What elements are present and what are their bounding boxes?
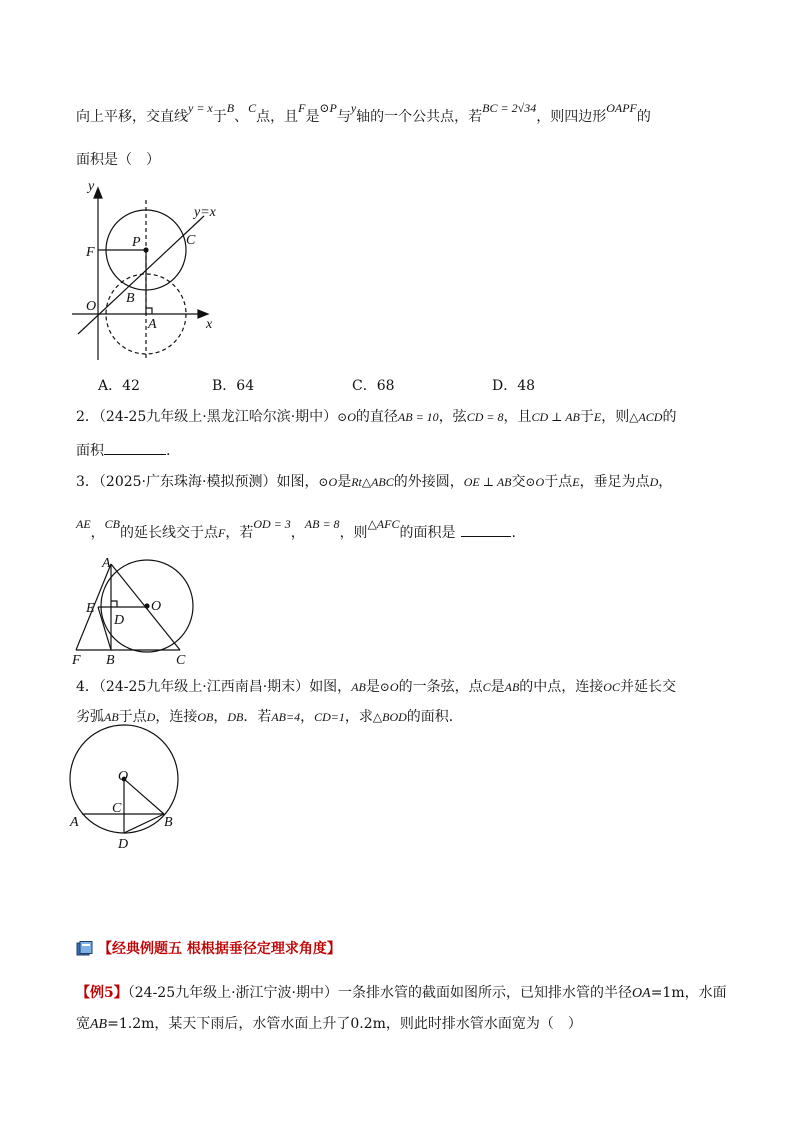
choice-a: A．42 [98,378,140,394]
segment-db [124,814,164,833]
label-f-q3: F [72,653,81,668]
answer-blank-q2[interactable] [104,440,166,455]
q4-line1: 4．（24-25九年级上·江西南昌·期末）如图，AB是⊙O的一条弦，点C是AB的中点，连接OC并延长交 [76,679,676,695]
label-o-q3: O [151,599,162,614]
label-y: y [88,179,95,194]
y-axis-arrow [94,188,102,198]
label-line: y=x [194,205,216,220]
ex5-line1: 【例5】（24-25九年级上·浙江宁波·期中）一条排水管的截面如图所示，已知排水管的半径OA=1m，水面 [76,985,727,1001]
label-e-q3: E [86,601,95,616]
section-title: 【经典例题五 根根据垂径定理求角度】 [76,938,341,958]
q1-line2: 面积是（ ） [76,152,160,168]
answer-blank-q3[interactable] [461,522,511,537]
right-angle-mark-q3 [111,601,117,607]
label-c: C [186,233,196,248]
segment-ob [124,779,164,814]
book-icon [76,941,94,957]
label-a-q3: A [102,556,111,571]
label-c-q4: C [112,801,122,816]
label-o-q4: O [118,769,129,784]
example-tag: 【例5】 [76,985,128,1001]
q2-line1: 2．（24-25九年级上·黑龙江哈尔滨·期中）⊙O的直径AB = 10，弦CD = 8，且CD ⊥ AB于E，则△ACD的 [76,409,677,425]
choice-b: B．64 [212,378,255,394]
label-d-q4: D [118,837,129,852]
choice-c: C．68 [352,378,395,394]
math-bc: BC = 2√34 [482,101,537,115]
label-a: A [148,317,157,332]
label-c-q3: C [176,653,186,668]
q3-line2: AE，CB的延长线交于点F，若OD = 3，AB = 8，则△AFC的面积是 . [76,517,516,541]
right-angle-mark [146,308,152,314]
label-a-q4: A [70,815,79,830]
label-x: x [206,317,213,332]
label-o: O [86,299,97,314]
label-d-q3: D [114,613,125,628]
segment-eb [98,607,111,650]
label-b-q3: B [106,653,115,668]
label-p: P [132,235,141,250]
q3-line1: 3．（2025·广东珠海·模拟预测）如图，⊙O是Rt△ABC的外接圆，OE ⊥ AB交⊙O于点E，垂足为点D， [76,474,673,490]
q4-line2: 劣弧AB于点D，连接OB，DB．若AB=4，CD=1，求△BOD的面积． [76,709,463,725]
ex5-line2: 宽AB=1.2m，某天下雨后，水管水面上升了0.2m，则此时排水管水面宽为（ ） [76,1016,582,1032]
label-b-q4: B [164,815,173,830]
choice-d: D．48 [492,378,536,394]
label-b: B [126,291,135,306]
q2-line2: 面积 . [76,440,170,461]
math-line-eq: y = x [188,101,213,115]
q1-line1: 向上平移，交直线y = x于B、C点，且F是⊙P与y轴的一个公共点，若BC = 2√34，则四边形OAPF的 [76,101,651,125]
q1-figure [72,188,208,360]
point-p [144,248,148,252]
label-f: F [86,245,95,260]
point-o-q3 [145,604,149,608]
